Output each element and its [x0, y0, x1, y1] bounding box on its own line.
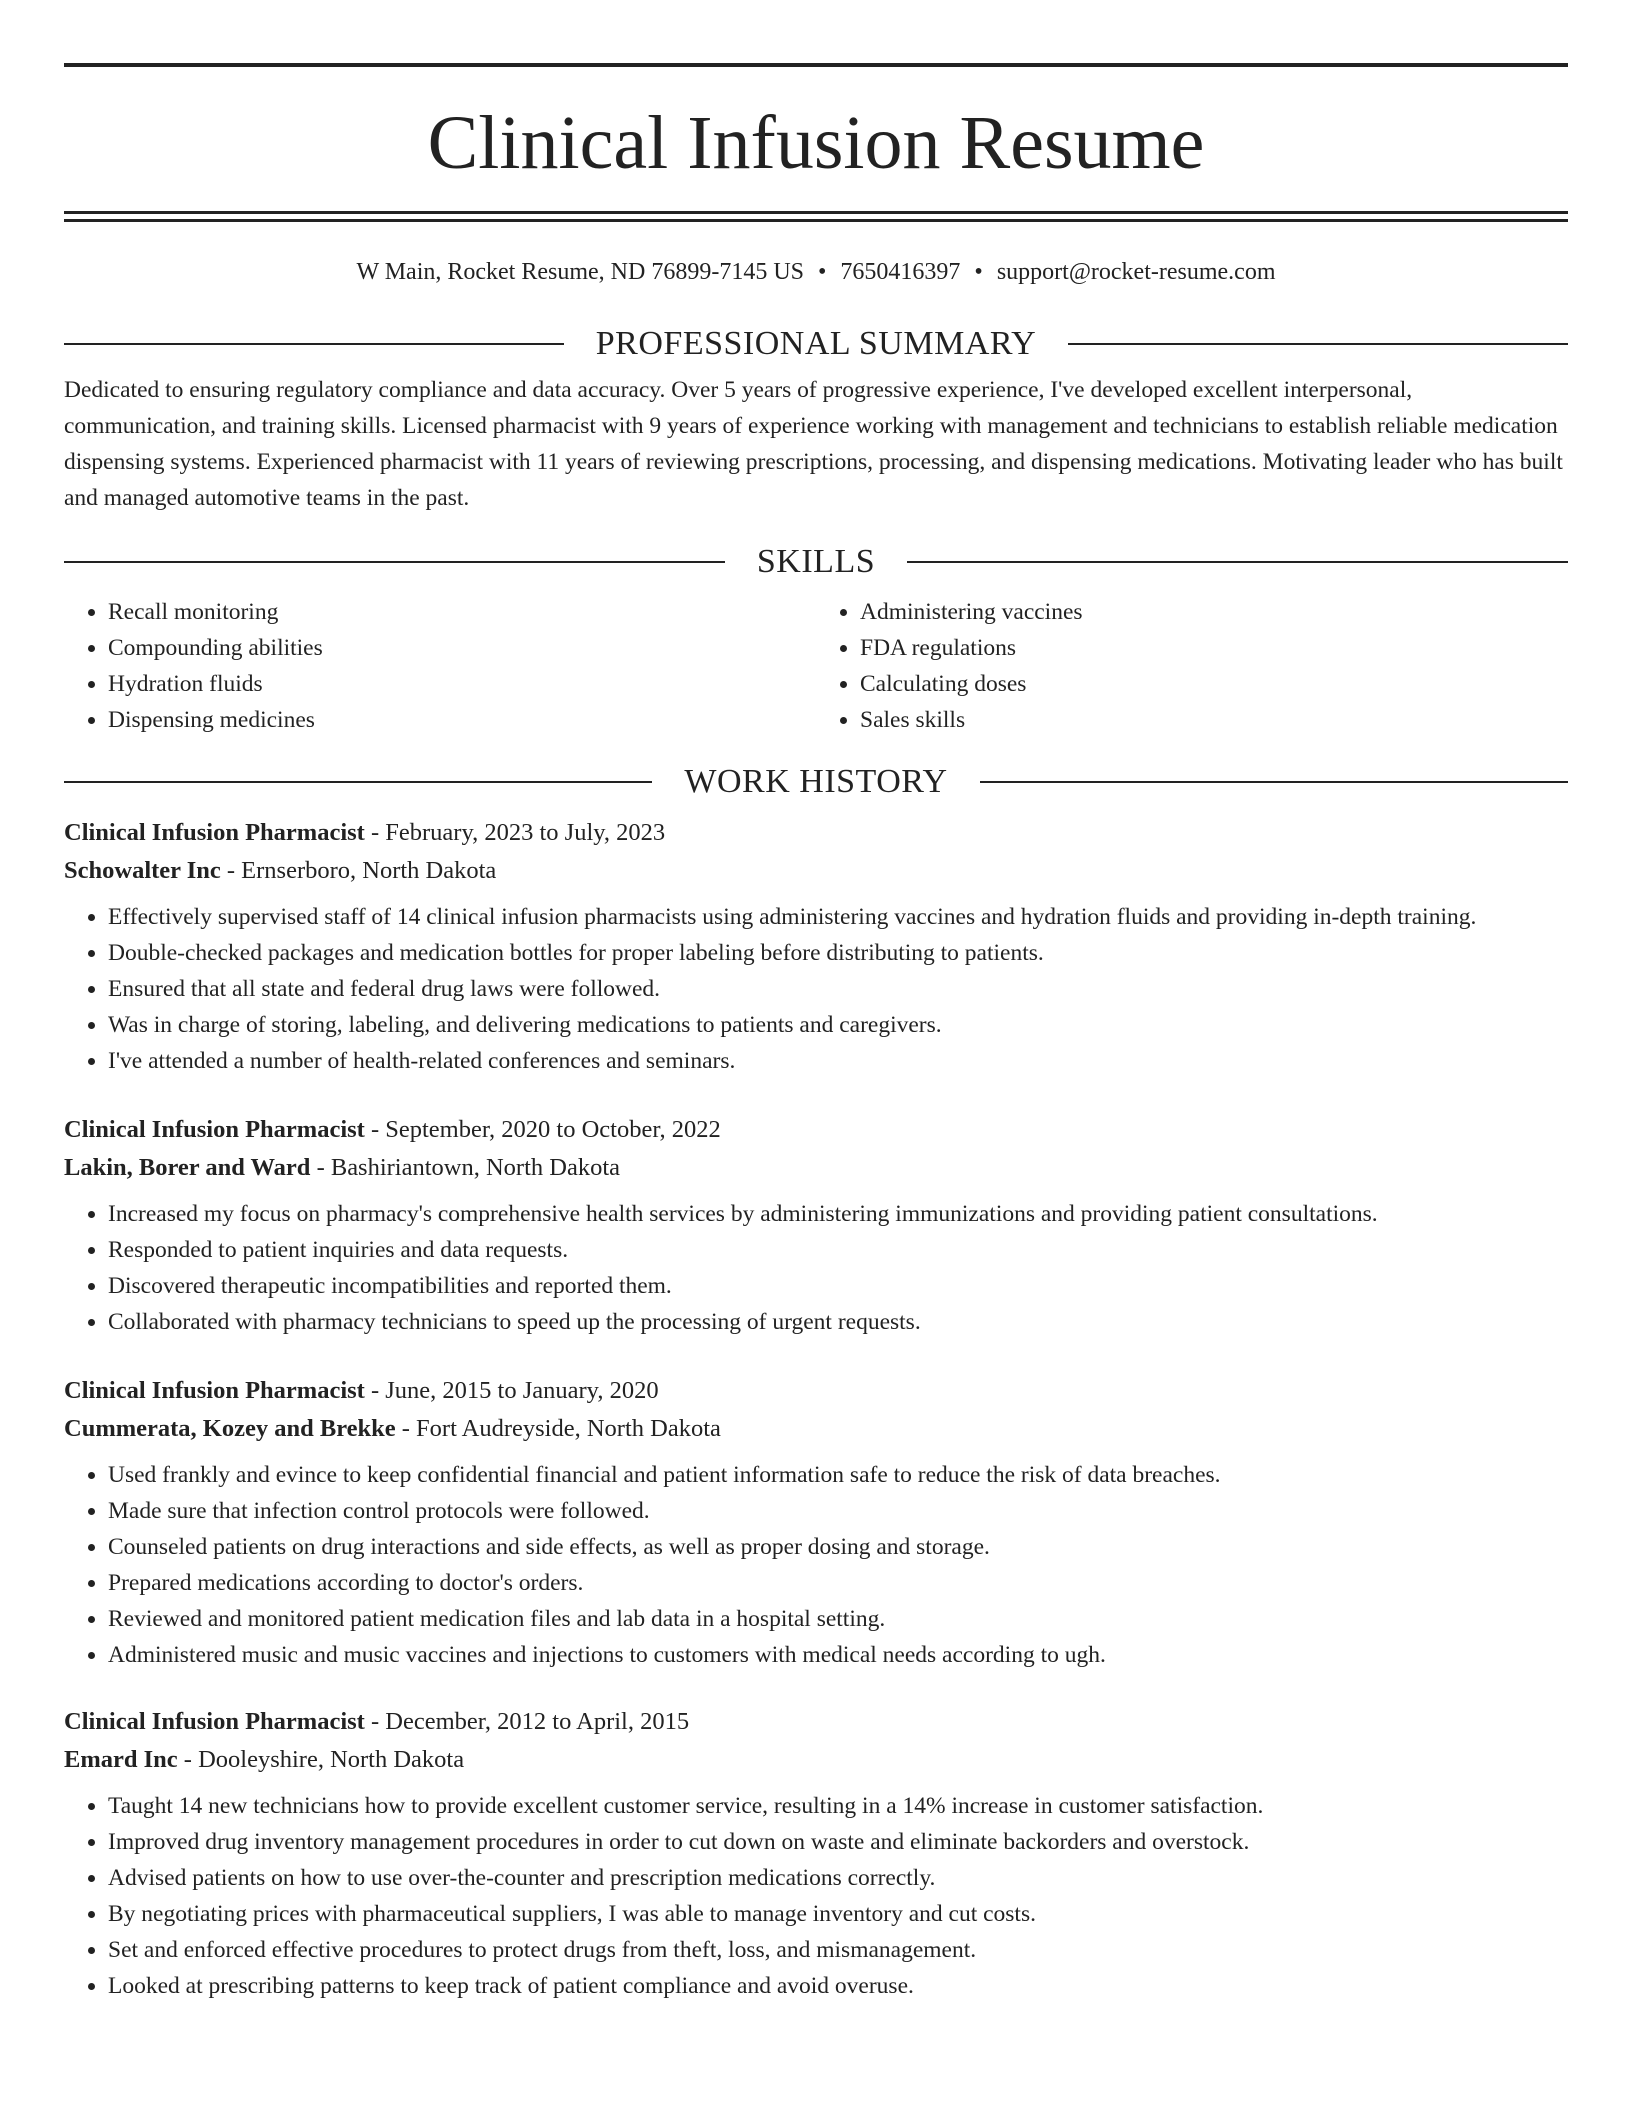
- skills-column-left: [64, 594, 816, 738]
- job-bullets: [64, 899, 1568, 1079]
- skills-list: [64, 594, 1568, 738]
- job-bullet: • I've attended a number of health-related conferences and seminars.: [108, 1043, 1568, 1079]
- job-bullet: • Taught 14 new technicians how to provide excellent customer service, resulting in a 14% increase in customer satisfaction.: [108, 1788, 1568, 1824]
- job-bullet: • Prepared medications according to doctor's orders.: [108, 1565, 1568, 1601]
- job-bullet: • By negotiating prices with pharmaceutical suppliers, I was able to manage inventory and cut costs.: [108, 1896, 1568, 1932]
- job-bullet: • Improved drug inventory management procedures in order to cut down on waste and eliminate backorders and overstock.: [108, 1824, 1568, 1860]
- job-title: Clinical Infusion Pharmacist: [64, 819, 365, 846]
- work-section-heading: [64, 762, 1568, 802]
- job-company: Cummerata, Kozey and Brekke: [64, 1415, 396, 1442]
- skill-item: • Compounding abilities: [108, 630, 816, 666]
- heading-rule-left: [64, 781, 652, 783]
- contact-email: support@rocket-resume.com: [996, 259, 1276, 285]
- job-dates: - December, 2012 to April, 2015: [364, 1708, 690, 1735]
- job-entry: [64, 1376, 1568, 1673]
- skill-item: • Dispensing medicines: [108, 702, 816, 738]
- job-bullet: • Was in charge of storing, labeling, and delivering medications to patients and caregivers.: [108, 1007, 1568, 1043]
- job-bullet: • Increased my focus on pharmacy's comprehensive health services by administering immunizations and providing patient consultations.: [108, 1196, 1568, 1232]
- contact-separator: •: [818, 259, 827, 285]
- job-bullet: • Collaborated with pharmacy technicians to speed up the processing of urgent requests.: [108, 1304, 1568, 1340]
- job-bullets: [64, 1196, 1568, 1340]
- heading-rule-right: [907, 561, 1568, 563]
- summary-section-heading: [64, 324, 1568, 364]
- job-title: Clinical Infusion Pharmacist: [64, 1708, 365, 1735]
- job-bullet: • Double-checked packages and medication bottles for proper labeling before distributing to patients.: [108, 935, 1568, 971]
- job-entry: [64, 818, 1568, 1079]
- top-rule: [64, 63, 1568, 67]
- job-bullet: • Advised patients on how to use over-the-counter and prescription medications correctly.: [108, 1860, 1568, 1896]
- job-bullets: [64, 1788, 1568, 2004]
- job-title-line: [64, 1376, 1568, 1406]
- skill-item: • Hydration fluids: [108, 666, 816, 702]
- job-title-line: [64, 818, 1568, 848]
- heading-rule-right: [1068, 343, 1568, 345]
- job-bullet: • Reviewed and monitored patient medication files and lab data in a hospital setting.: [108, 1601, 1568, 1637]
- job-title: Clinical Infusion Pharmacist: [64, 1116, 365, 1143]
- work-heading: WORK HISTORY: [684, 763, 948, 800]
- summary-text: Dedicated to ensuring regulatory compliance and data accuracy. Over 5 years of progressive experience, I've developed excellent interpersonal, communication, and training skills. Licensed pharmacist with 9 years of experience working with management and technicians to establish reliable medication dispensing systems. Experienced pharmacist with 11 years of reviewing prescriptions, processing, and dispensing medications. Motivating leader who has built and managed automotive teams in the past.: [64, 377, 1563, 511]
- job-bullet: • Administered music and music vaccines and injections to customers with medical needs according to ugh.: [108, 1637, 1568, 1673]
- job-location: - Dooleyshire, North Dakota: [177, 1746, 465, 1773]
- resume-title: Clinical Infusion Resume: [427, 101, 1205, 185]
- heading-rule-left: [64, 343, 564, 345]
- job-entry: [64, 1115, 1568, 1340]
- job-location: - Ernserboro, North Dakota: [220, 857, 497, 884]
- skill-item: • Sales skills: [860, 702, 1568, 738]
- job-title-line: [64, 1707, 1568, 1737]
- job-bullet: • Counseled patients on drug interactions and side effects, as well as proper dosing and storage.: [108, 1529, 1568, 1565]
- job-company-line: [64, 856, 1568, 886]
- job-company-line: [64, 1414, 1568, 1444]
- job-dates: - September, 2020 to October, 2022: [364, 1116, 721, 1143]
- skill-item: • Administering vaccines: [860, 594, 1568, 630]
- job-company: Lakin, Borer and Ward: [64, 1154, 311, 1181]
- job-dates: - February, 2023 to July, 2023: [364, 819, 666, 846]
- title-double-rule: [64, 211, 1568, 222]
- skills-section-heading: [64, 542, 1568, 582]
- job-location: - Fort Audreyside, North Dakota: [395, 1415, 721, 1442]
- skills-column-right: [816, 594, 1568, 738]
- job-bullets: [64, 1457, 1568, 1673]
- skills-heading: SKILLS: [756, 543, 876, 580]
- job-title: Clinical Infusion Pharmacist: [64, 1377, 365, 1404]
- skill-item: • Recall monitoring: [108, 594, 816, 630]
- work-history-list: [64, 818, 1568, 2004]
- job-dates: - June, 2015 to January, 2020: [364, 1377, 659, 1404]
- contact-line: [64, 258, 1568, 286]
- job-company: Emard Inc: [64, 1746, 178, 1773]
- job-company: Schowalter Inc: [64, 857, 221, 884]
- job-bullet: • Used frankly and evince to keep confidential financial and patient information safe to reduce the risk of data breaches.: [108, 1457, 1568, 1493]
- job-bullet: • Discovered therapeutic incompatibilities and reported them.: [108, 1268, 1568, 1304]
- job-company-line: [64, 1153, 1568, 1183]
- job-bullet: • Made sure that infection control protocols were followed.: [108, 1493, 1568, 1529]
- job-bullet: • Set and enforced effective procedures to protect drugs from theft, loss, and mismanagement.: [108, 1932, 1568, 1968]
- skill-item: • FDA regulations: [860, 630, 1568, 666]
- job-location: - Bashiriantown, North Dakota: [310, 1154, 621, 1181]
- contact-phone: 7650416397: [840, 259, 961, 285]
- contact-address: W Main, Rocket Resume, ND 76899-7145 US: [356, 259, 804, 285]
- contact-separator: •: [974, 259, 983, 285]
- heading-rule-right: [980, 781, 1568, 783]
- job-bullet: • Effectively supervised staff of 14 clinical infusion pharmacists using administering vaccines and hydration fluids and providing in-depth training.: [108, 899, 1568, 935]
- job-bullet: • Looked at prescribing patterns to keep track of patient compliance and avoid overuse.: [108, 1968, 1568, 2004]
- job-entry: [64, 1707, 1568, 2004]
- skill-item: • Calculating doses: [860, 666, 1568, 702]
- job-bullet: • Ensured that all state and federal drug laws were followed.: [108, 971, 1568, 1007]
- job-title-line: [64, 1115, 1568, 1145]
- job-bullet: • Responded to patient inquiries and data requests.: [108, 1232, 1568, 1268]
- summary-heading: PROFESSIONAL SUMMARY: [595, 325, 1037, 362]
- heading-rule-left: [64, 561, 725, 563]
- job-company-line: [64, 1745, 1568, 1775]
